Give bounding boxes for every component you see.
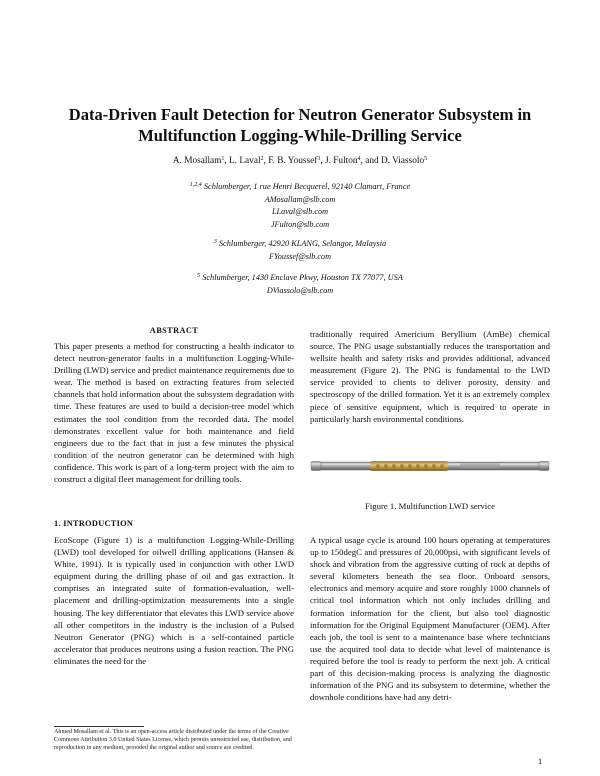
author-name: F. B. Youssef [268, 156, 318, 166]
email: JFulton@slb.com [270, 219, 330, 229]
email: DViassolo@slb.com [266, 285, 334, 295]
affiliation-sup: 3 [213, 239, 217, 245]
author-name: L. Laval [229, 156, 261, 166]
author-sup: 2 [260, 156, 264, 162]
author-name: J. Fulton [324, 156, 358, 166]
author-sup: 5 [424, 156, 428, 162]
page-number: 1 [538, 756, 543, 766]
affiliation-org: Schlumberger, 1430 Enclave Pkwy, Houston TX 77077, USA [202, 273, 403, 282]
email: LLaval@slb.com [272, 207, 328, 216]
paper-title: Data-Driven Fault Detection for Neutron Generator Subsystem in Multifunction Logging-While-Drilling Service [68, 105, 532, 145]
abstract-paragraph: This paper presents a method for constructing a health indicator to detect neutron-generator faults in a multifunction Logging-While-Drilling (LWD) service and predict maintenance requirements due to wear. The method is based on extracting features from selected channels that hold information about the subsystem degradation with time. These features are used to build a decision-tree model which estimates the tool condition from the recorded data. The model demonstrates excellent value for both maintenance and field engineers due to the fact that in just a few minutes the physical condition of the neutron generator can be determined with high confidence. This work is part of a long-term project with the aim to construct a digital fleet management for drilling tools. [54, 341, 294, 485]
introduction-paragraph: EcoScope (Figure 1) is a multifunction Logging-While-Drilling (LWD) tool developed for oilwell drilling applications (Hansen & White, 1991). It is typically used in conjunction with other LWD equipment during the drilling phase of oil and gas extraction. It comprises an integrated suite of formation-evaluation, well-placement and drilling-optimization measurements into a single housing. The key differentiator that elevates this LWD service above all other competitors in the industry is the inclusion of a Pulsed Neutron Generator (PNG) which is a self-contained particle accelerator that produces neutrons using a fusion reaction. The PNG eliminates the need for the [54, 535, 294, 666]
author-separator: , [224, 156, 230, 166]
affiliation-sup: 1,2,4 [189, 182, 202, 188]
right-column-text-bottom [310, 534, 550, 703]
introduction-heading: 1. INTRODUCTION [54, 519, 134, 528]
author-name: A. Mosallam [172, 156, 222, 166]
affiliation-org: Schlumberger, 42920 KLANG, Selangor, Malaysia [218, 239, 387, 248]
right-paragraph-bottom: A typical usage cycle is around 100 hours operating at temperatures up to 150degC and pressures of 20,000psi, with significant levels of shock and vibration from the aggressive cutting of rock at depths of several kilometers beneath the sea floor. Onboard sensors, electronics and memory acquire and store roughly 1000 channels of critical tool information which not only includes drilling and formation information for the client, but also tool diagnostic information for the Original Equipment Manufacturer (OEM). After each job, the tool is sent to a maintenance base where technicians use the acquired tool data to decide what level of maintenance is required before the tool is ready to perform the next job. A critical part of this decision-making process is analyzing the diagnostic information of the PNG and its subsystem to determine, whether the downhole conditions have had any detri- [310, 535, 550, 703]
author-separator: , [320, 156, 325, 166]
affiliation-3 [40, 272, 560, 297]
affiliation-org: Schlumberger, 1 rue Henri Becquerel, 92140 Clamart, France [203, 182, 411, 191]
author-sup: 3 [317, 156, 321, 162]
introduction-text [54, 534, 294, 667]
author-separator: , [263, 156, 269, 166]
author-name: D. Viassolo [380, 156, 425, 166]
license-footnote: Ahmed Mosallam et al. This is an open-access article distributed under the terms of the Creative Commons Attribution 3.0 United States License, which permits unrestricted use, distribution, and reproduction in any medium, provided the original author and source are credited. [54, 729, 292, 751]
author-separator: , and [360, 156, 381, 166]
figure-1-caption: Figure 1. Multifunction LWD service [365, 501, 495, 511]
right-column-text-top [310, 328, 550, 425]
affiliation-sup: 5 [197, 273, 201, 279]
author-sup: 1 [221, 156, 225, 162]
email: FYoussef@slb.com [268, 251, 332, 261]
lwd-tool-illustration-icon [310, 448, 550, 484]
author-list [40, 156, 560, 166]
author-sup: 4 [357, 156, 361, 162]
email: AMosallam@slb.com [264, 194, 336, 204]
affiliation-1 [40, 181, 560, 231]
abstract-heading: ABSTRACT [149, 326, 199, 335]
figure-1 [310, 448, 550, 484]
affiliation-2 [40, 238, 560, 263]
footnote-rule [54, 726, 144, 727]
abstract-text [54, 340, 294, 485]
right-paragraph-top: traditionally required Americium Beryllium (AmBe) chemical source. The PNG usage substantially reduces the transportation and wellsite health and safety risks and provides additional, advanced measurement (Figure 2). The PNG is fundamental to the LWD service provided to clients to deliver porosity, density and spectroscopy of the drilled formation. Yet it is an extremely complex piece of sensitive equipment, which is required to operate in particularly harsh environmental conditions. [310, 329, 550, 424]
